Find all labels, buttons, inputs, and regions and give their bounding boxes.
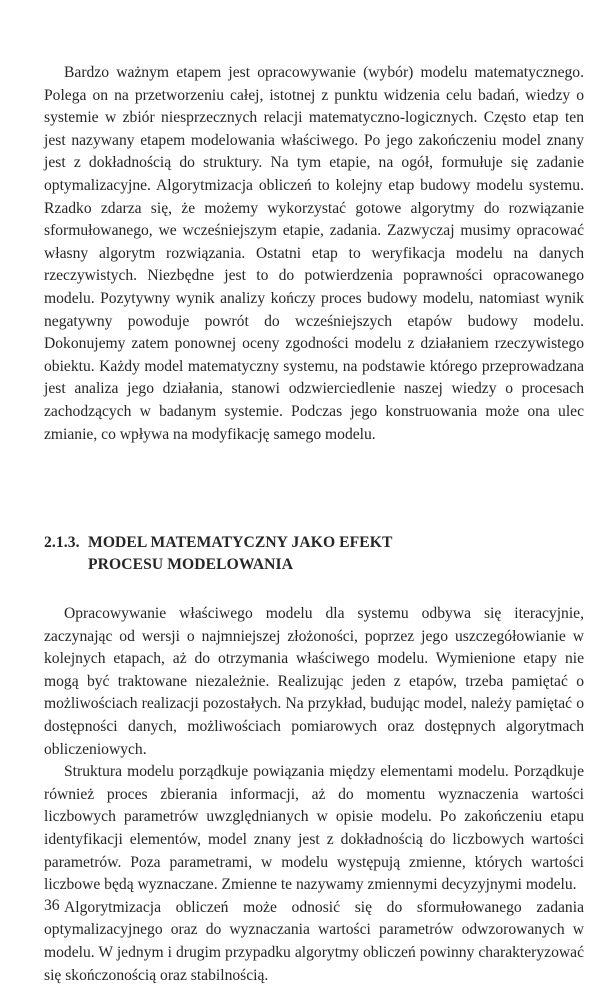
section-body <box>44 603 584 987</box>
paragraph-algorithmization: Algorytmizacja obliczeń może odnosić się do sformułowanego zadania optymalizacyjnego oraz do wyznaczania wartości parametrów odwzorowanych w modelu. W jednym i drugim przypadku algorytmy obliczeń powinny charakteryzować się skończonością oraz stabilnością. <box>44 898 584 984</box>
section-heading <box>44 532 584 576</box>
section-title-line2: PROCESU MODELOWANIA <box>88 556 294 574</box>
page-number: 36 <box>44 897 60 914</box>
paragraph-iterative-modeling: Opracowywanie właściwego modelu dla systemu odbywa się iteracyjnie, zaczynając od wersji o najmniejszej złożoności, poprzez jego uszczegółowianie w kolejnych etapach, aż do otrzymania właściwego modelu. Wymienione etapy nie mogą być traktowane niezależnie. Realizując jeden z etapów, trzeba pamiętać o możliwościach realizacji pozostałych. Na przykład, budując model, należy pamiętać o dostępności danych, możliwościach pomiarowych oraz dostępnych algorytmach obliczeniowych. <box>44 605 584 758</box>
document-page <box>44 62 584 987</box>
section-title-line1: MODEL MATEMATYCZNY JAKO EFEKT <box>88 534 393 552</box>
paragraph-model-structure: Struktura modelu porządkuje powiązania między elementami modelu. Porządkuje również proces zbierania informacji, aż do momentu wyznaczenia wartości liczbowych parametrów uwzględnianych w opisie modelu. Po zakończeniu etapu identyfikacji elementów, model znany jest z dokładnością do liczbowych wartości parametrów. Poza parametrami, w modelu występują zmienne, których wartości liczbowe będą wyznaczane. Zmienne te nazywamy zmiennymi decyzyjnymi modelu. <box>44 763 584 894</box>
section-number: 2.1.3. <box>44 534 80 552</box>
paragraph-modeling-stages: Bardzo ważnym etapem jest opracowywanie (wybór) modelu matematycznego. Polega on na przetworzeniu całej, istotnej z punktu widzenia celu badań, wiedzy o systemie w zbiór niesprzecznych relacji matematyczno-logicznych. Często etap ten jest nazywany etapem modelowania właściwego. Po jego zakończeniu model znany jest z dokładnością do struktury. Na tym etapie, na ogół, formułuje się zadanie optymalizacyjne. Algorytmizacja obliczeń to kolejny etap budowy modelu systemu. Rzadko zdarza się, że możemy wykorzystać gotowe algorytmy do rozwiązanie sformułowanego, we wcześniejszym etapie, zadania. Zazwyczaj musimy opracować własny algorytm rozwiązania. Ostatni etap to weryfikacja modelu na danych rzeczywistych. Niezbędne jest to do potwierdzenia poprawności opracowanego modelu. Pozytywny wynik analizy kończy proces budowy modelu, natomiast wynik negatywny powoduje powrót do wcześniejszych etapów budowy modelu. Dokonujemy zatem ponownej oceny zgodności modelu z działaniem rzeczywistego obiektu. Każdy model matematyczny systemu, na podstawie którego przeprowadzana jest analiza jego działania, stanowi odzwierciedlenie naszej wiedzy o procesach zachodzących w badanym systemie. Podczas jego konstruowania może ona ulec zmianie, co wpływa na modyfikację samego modelu. <box>44 64 584 443</box>
